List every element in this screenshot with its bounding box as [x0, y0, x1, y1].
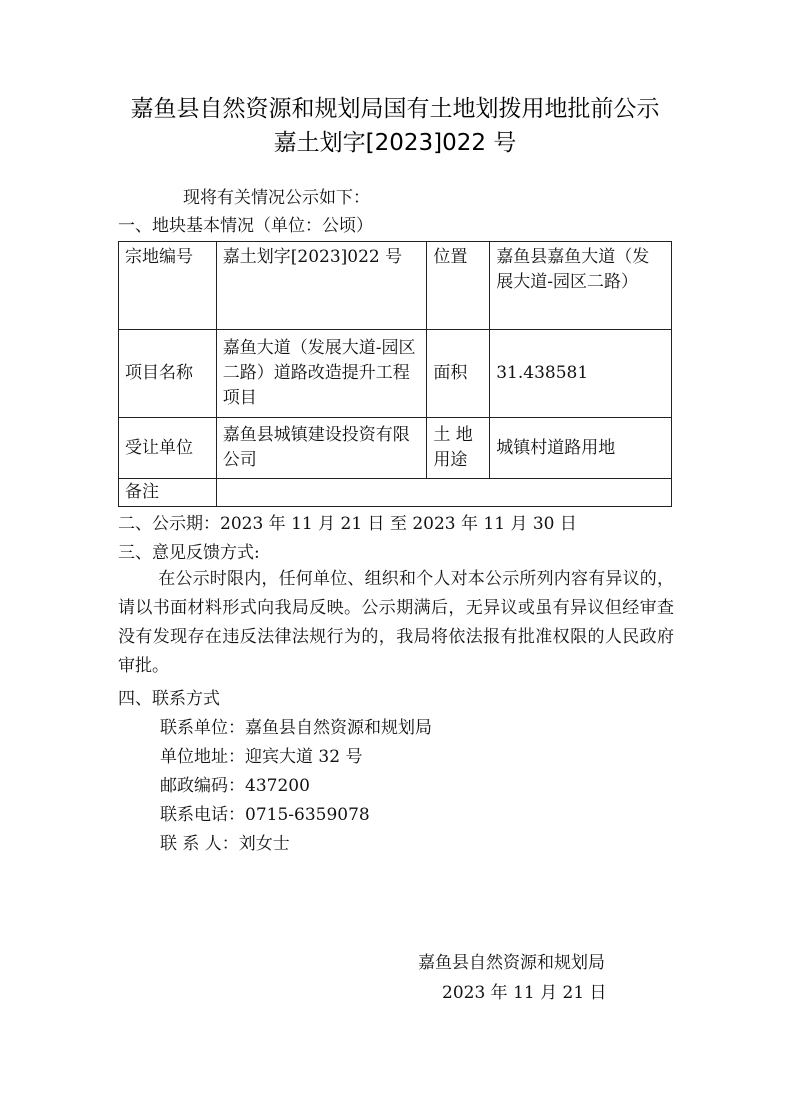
table-value-cell: 嘉土划字[2023]022 号 [216, 242, 427, 330]
section-heading-contact: 四、联系方式 [118, 689, 220, 709]
feedback-text: 在公示时限内，任何单位、组织和个人对本公示所列内容有异议的，请以书面材料形式向我局反映。公示期满后，无异议或虽有异议但经审查没有发现存在违反法律法规行为的，我局将依法报有批准权限的人民政府审批。 [118, 569, 674, 676]
table-label-cell: 项目名称 [119, 330, 217, 418]
table-label-cell: 土 地 用途 [427, 418, 490, 479]
table-row [119, 418, 672, 479]
table-row [119, 242, 672, 330]
table-value-cell: 城镇村道路用地 [490, 418, 672, 479]
table-row [119, 330, 672, 418]
table-value-cell: 嘉鱼大道（发展大道-园区二路）道路改造提升工程项目 [216, 330, 427, 418]
intro-text: 现将有关情况公示如下： [183, 188, 370, 208]
table-row [119, 479, 672, 507]
document-number: 嘉土划字[2023]022 号 [273, 130, 517, 156]
contact-address: 单位地址：迎宾大道 32 号 [160, 747, 363, 767]
feedback-paragraph [118, 565, 674, 681]
table-value-cell: 嘉鱼县嘉鱼大道（发展大道-园区二路） [490, 242, 672, 330]
contact-phone: 联系电话：0715-6359078 [160, 805, 370, 825]
table-label-cell: 备注 [119, 479, 217, 507]
table-label-cell: 面积 [427, 330, 490, 418]
table-value-cell: 嘉鱼县城镇建设投资有限公司 [216, 418, 427, 479]
signature-date: 2023 年 11 月 21 日 [442, 983, 607, 1003]
table-value-cell: 31.438581 [490, 330, 672, 418]
contact-person: 联 系 人：刘女士 [160, 834, 290, 854]
section-heading-plot-info: 一、地块基本情况（单位：公顷） [118, 216, 373, 236]
contact-postcode: 邮政编码：437200 [160, 776, 310, 796]
plot-info-table [118, 241, 672, 507]
table-value-cell [216, 479, 671, 507]
contact-unit: 联系单位：嘉鱼县自然资源和规划局 [160, 718, 432, 738]
section-heading-feedback: 三、意见反馈方式: [118, 543, 260, 563]
signature-org: 嘉鱼县自然资源和规划局 [418, 953, 605, 973]
table-label-cell: 宗地编号 [119, 242, 217, 330]
document-title: 嘉鱼县自然资源和规划局国有土地划拨用地批前公示 [130, 96, 660, 122]
table-label-cell: 位置 [427, 242, 490, 330]
section-heading-period: 二、公示期：2023 年 11 月 21 日 至 2023 年 11 月 30 日 [118, 514, 577, 534]
table-label-cell: 受让单位 [119, 418, 217, 479]
